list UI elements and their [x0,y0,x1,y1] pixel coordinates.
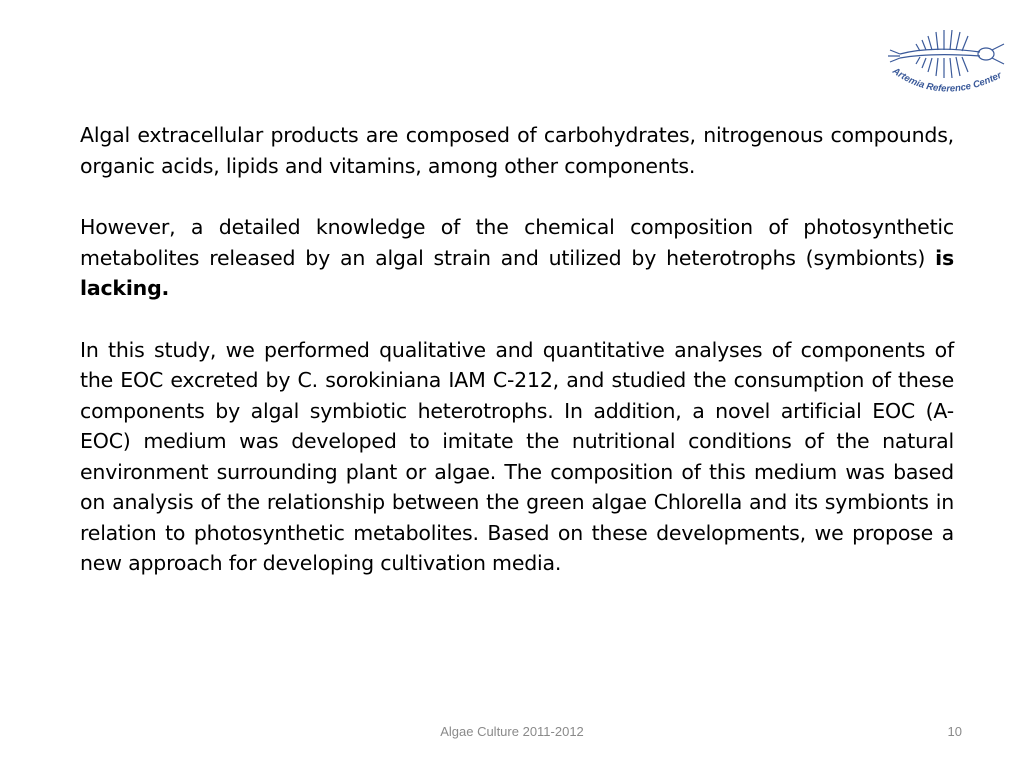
paragraph-2 [80,212,954,304]
paragraph-3-text: In this study, we performed qualitative and quantitative analyses of components of the EOC excreted by C. sorokiniana IAM C-212, and studied the consumption of these components by algal symbiotic heterotrophs. In addition, a novel artificial EOC (A-EOC) medium was developed to imitate the nutritional conditions of the natural environment surrounding plant or algae. The composition of this medium was based on analysis of the relationship between the green algae Chlorella and its symbionts in relation to photosynthetic metabolites. Based on these developments, we propose a new approach for developing cultivation media. [80,337,954,575]
svg-text:Artemia Reference Center [889,65,1004,95]
paragraph-2-text: However, a detailed knowledge of the chemical composition of photosynthetic metabolites released by an algal strain and utilized by heterotrophs (symbionts) [80,215,954,270]
artemia-logo-icon [882,14,1014,106]
paragraph-3 [80,335,954,579]
paragraph-1 [80,120,954,181]
page-number: 10 [947,724,962,739]
artemia-reference-center-logo [882,14,1014,106]
footer-title: Algae Culture 2011-2012 [440,724,584,739]
paragraph-1-text: Algal extracellular products are composed of carbohydrates, nitrogenous compounds, organic acids, lipids and vitamins, among other components. [80,123,954,178]
paragraph-2-bold: is lacking. [80,245,954,300]
body-text [80,120,954,610]
logo-text: Artemia Reference Center [890,65,1004,95]
